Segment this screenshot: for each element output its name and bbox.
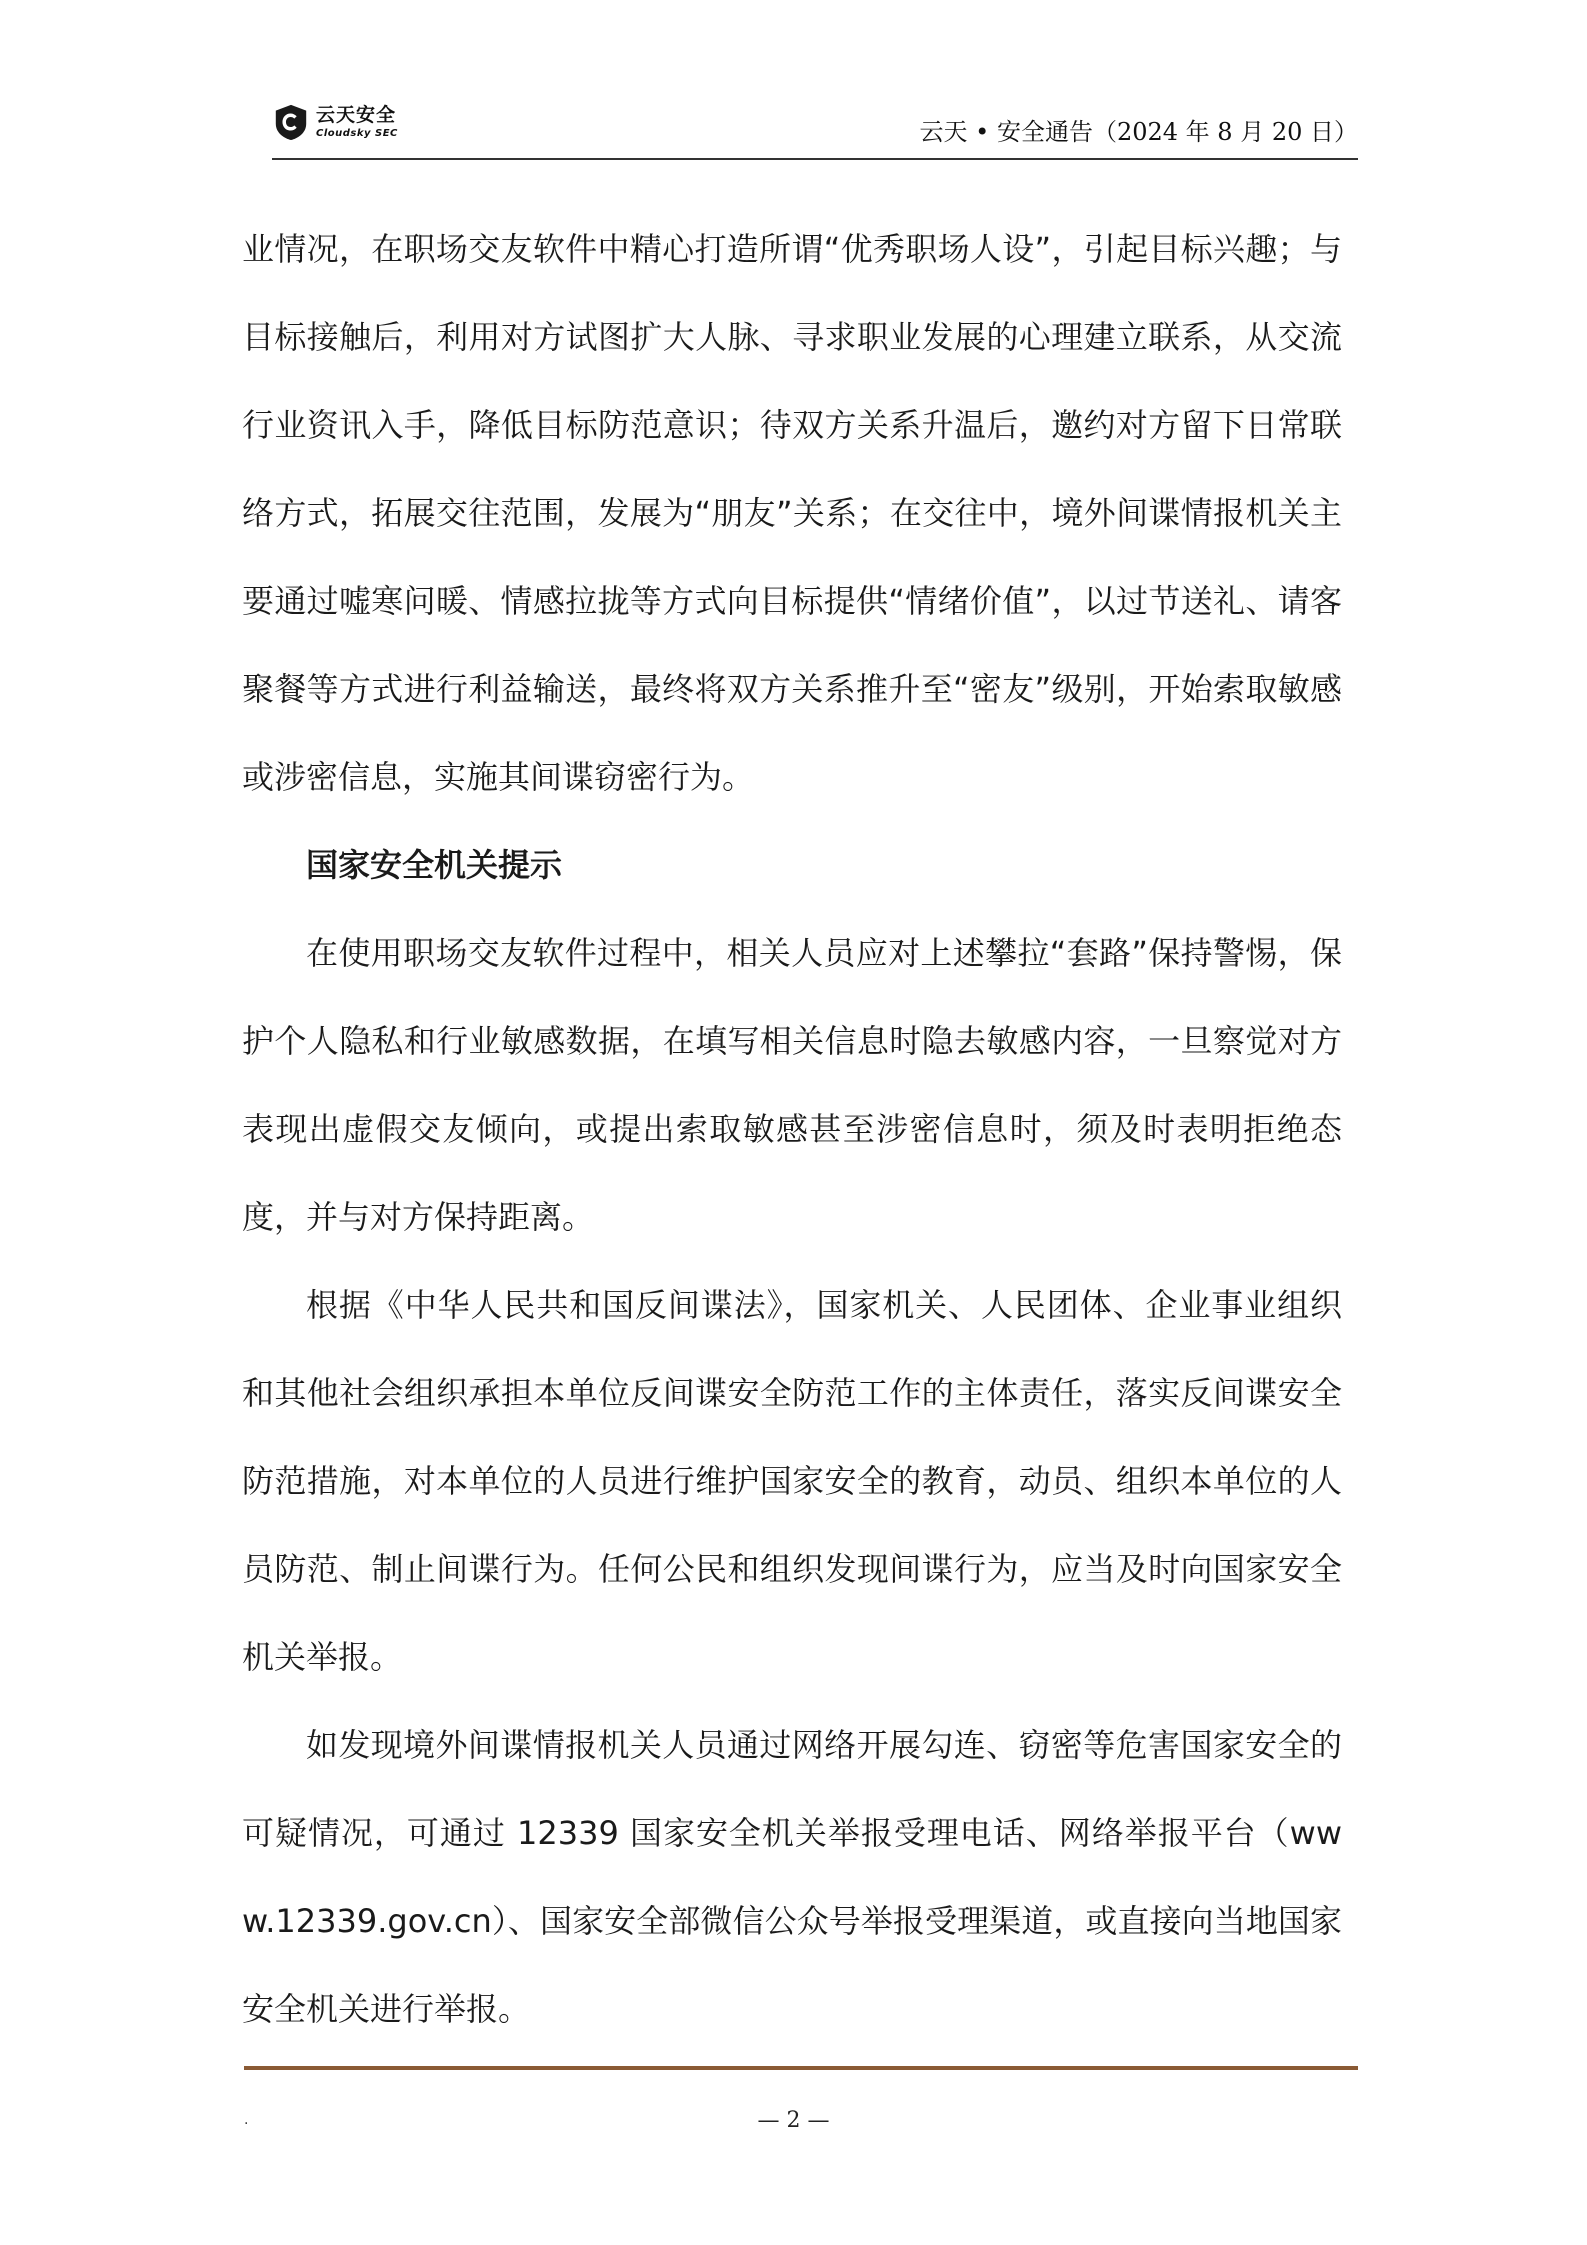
paragraph-report: 如发现境外间谍情报机关人员通过网络开展勾连、窃密等危害国家安全的可疑情况，可通过 12339 国家安全机关举报受理电话、网络举报平台（www.12339.gov.cn）、国家安全部微信公众号举报受理渠道，或直接向当地国家安全机关进行举报。 (242, 1726, 1342, 2028)
company-logo (272, 98, 398, 146)
paragraph-law: 根据《中华人民共和国反间谍法》，国家机关、人民团体、企业事业组织和其他社会组织承担本单位反间谍安全防范工作的主体责任，落实反间谍安全防范措施，对本单位的人员进行维护国家安全的教育，动员、组织本单位的人员防范、制止间谍行为。任何公民和组织发现间谍行为，应当及时向国家安全机关举报。 (242, 1286, 1342, 1676)
header-divider (272, 158, 1358, 160)
shield-c-logo-icon (272, 103, 310, 141)
document-body (242, 205, 1342, 2053)
page-header (272, 98, 1358, 158)
logo-english-name: Cloudsky SEC (316, 127, 398, 139)
section-heading: 国家安全机关提示 (306, 846, 563, 884)
page-number: — 2 — (757, 2108, 830, 2133)
footer-divider (244, 2066, 1358, 2070)
logo-chinese-name: 云天安全 (316, 103, 397, 126)
paragraph-advice: 在使用职场交友软件过程中，相关人员应对上述攀拉“套路”保持警惕，保护个人隐私和行业敏感数据，在填写相关信息时隐去敏感内容，一旦察觉对方表现出虚假交友倾向，或提出索取敏感甚至涉密信息时，须及时表明拒绝态度，并与对方保持距离。 (242, 934, 1342, 1236)
paragraph-continued: 业情况，在职场交友软件中精心打造所谓“优秀职场人设”，引起目标兴趣；与目标接触后，利用对方试图扩大人脉、寻求职业发展的心理建立联系，从交流行业资讯入手，降低目标防范意识；待双方关系升温后，邀约对方留下日常联络方式，拓展交往范围，发展为“朋友”关系；在交往中，境外间谍情报机关主要通过嘘寒问暖、情感拉拢等方式向目标提供“情绪价值”，以过节送礼、请客聚餐等方式进行利益输送，最终将双方关系推升至“密友”级别，开始索取敏感或涉密信息，实施其间谍窃密行为。 (242, 230, 1342, 796)
bulletin-title: 云天 • 安全通告（2024 年 8 月 20 日） (919, 118, 1358, 146)
footer-mark: . (244, 2112, 249, 2128)
